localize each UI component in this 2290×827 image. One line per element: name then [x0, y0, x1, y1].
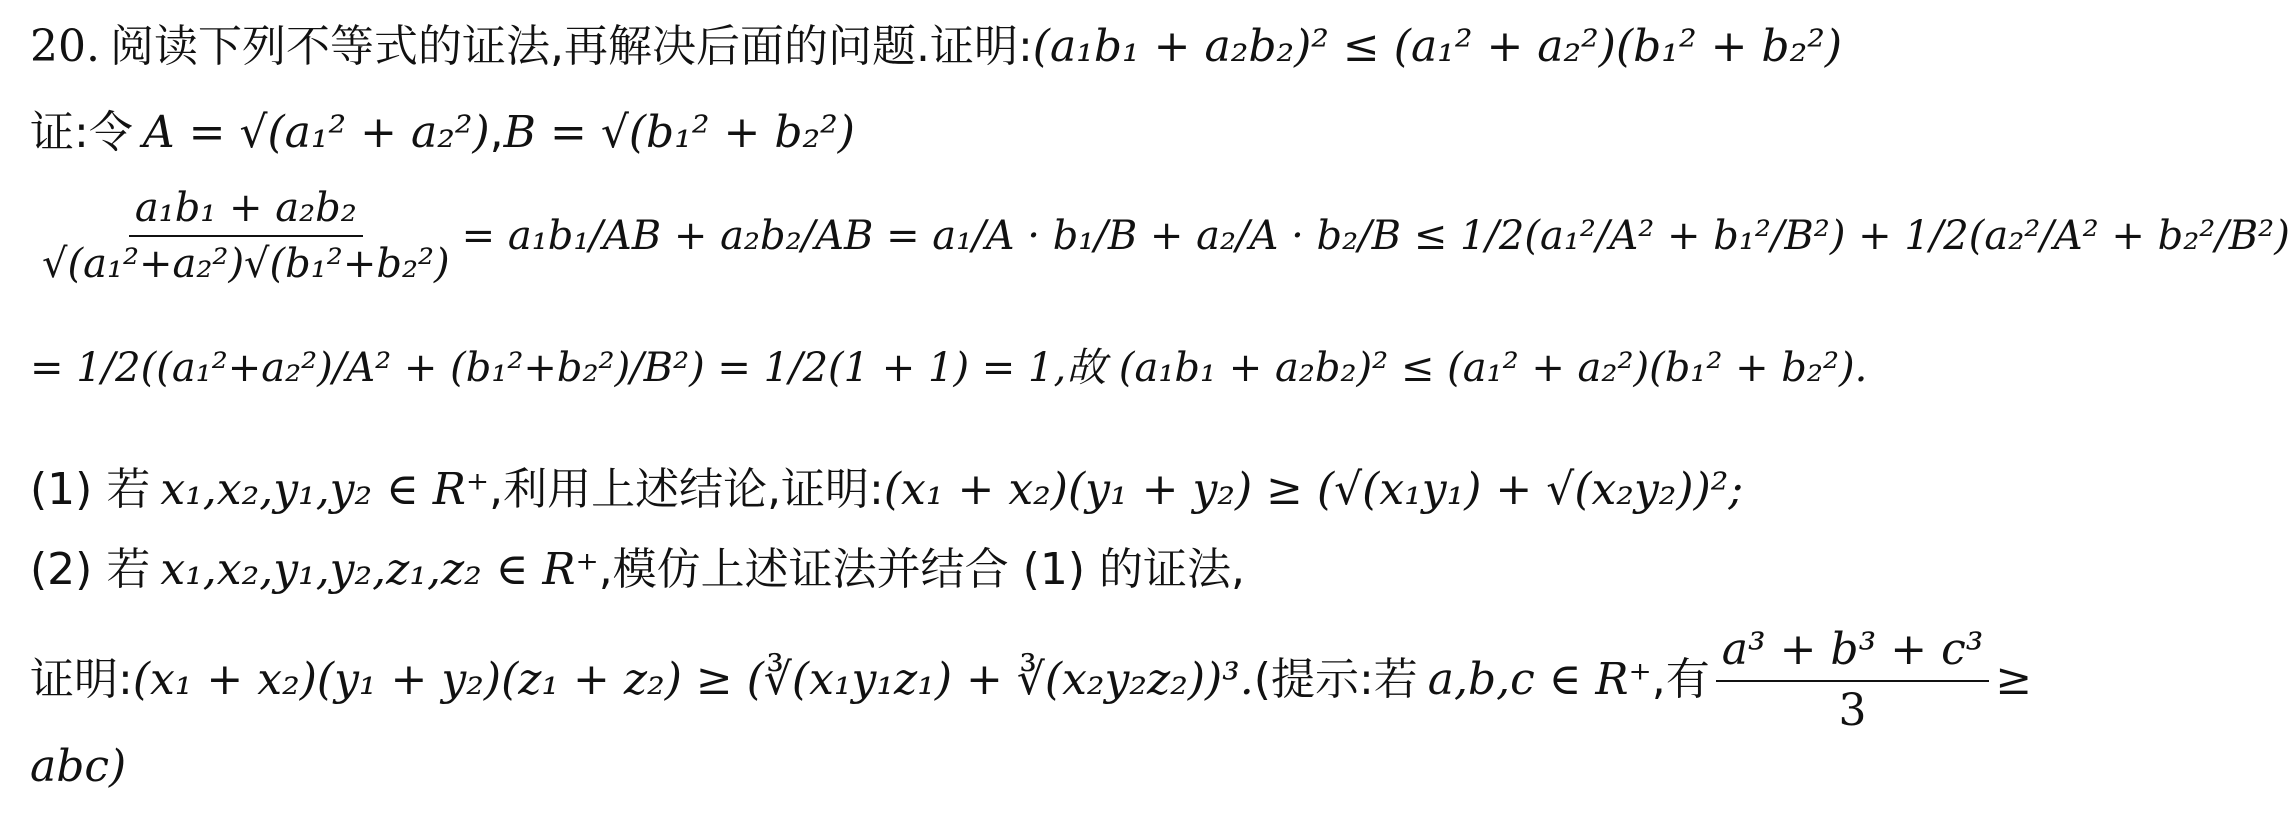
part1-instruction: ,利用上述结论,证明:	[489, 464, 884, 515]
part2-variables: x₁,x₂,y₁,y₂,z₁,z₂ ∈ R⁺	[160, 544, 599, 595]
main-fraction-denominator: √(a₁²+a₂²)√(b₁²+b₂²)	[42, 241, 450, 287]
proof-definition-line: 证:令 A = √(a₁² + a₂²) , B = √(b₁² + b₂²)	[30, 107, 855, 158]
main-fraction	[36, 185, 456, 287]
part2-proof-label: 证明:	[30, 654, 133, 706]
proof-label: 证:令	[30, 107, 133, 158]
proof-conclusion: = 1/2((a₁²+a₂²)/A² + (b₁²+b₂²)/B²) = 1/2(1 + 1) = 1,故 (a₁b₁ + a₂b₂)² ≤ (a₁² + a₂²)(b₁² + b₂²).	[30, 345, 1868, 391]
part1-inequality: (x₁ + x₂)(y₁ + y₂) ≥ (√(x₁y₁) + √(x₂y₂))²;	[883, 464, 1744, 515]
hint-end: abc)	[30, 741, 127, 792]
define-B: B = √(b₁² + b₂²)	[503, 107, 855, 158]
part1-line	[30, 465, 1743, 516]
proof-conclusion-line	[30, 345, 1867, 391]
proof-derivation-line	[30, 185, 2290, 287]
hint-prefix: (提示:若	[1253, 654, 1418, 706]
part2-inequality: (x₁ + x₂)(y₁ + y₂)(z₁ + z₂) ≥ (∛(x₁y₁z₁) + ∛(x₂y₂z₂))³.	[132, 654, 1254, 706]
hint-fraction-numerator: a³ + b³ + c³	[1716, 625, 1990, 682]
part2-prefix: (2) 若	[30, 544, 151, 595]
problem-intro: 阅读下列不等式的证法,再解决后面的问题.证明:	[109, 21, 1033, 72]
part1-variables: x₁,x₂,y₁,y₂ ∈ R⁺	[160, 464, 490, 515]
hint-mid: ,有	[1651, 654, 1710, 706]
problem-number: 20.	[30, 21, 100, 72]
hint-variables: a,b,c ∈ R⁺	[1427, 654, 1652, 706]
part2-instruction: ,模仿上述证法并结合 (1) 的证法,	[598, 544, 1245, 595]
part2-line	[30, 545, 1245, 596]
define-A: A = √(a₁² + a₂²)	[142, 107, 490, 158]
hint-end-line	[30, 742, 126, 793]
statement-inequality: (a₁b₁ + a₂b₂)² ≤ (a₁² + a₂²)(b₁² + b₂²)	[1032, 21, 1843, 72]
derivation-chain: = a₁b₁/AB + a₂b₂/AB = a₁/A · b₁/B + a₂/A · b₂/B ≤ 1/2(a₁²/A² + b₁²/B²) + 1/2(a₂²/A² + b₂²/B²)	[461, 213, 2290, 259]
main-fraction-numerator: a₁b₁ + a₂b₂	[129, 185, 363, 237]
hint-fraction-denominator: 3	[1838, 684, 1867, 736]
part1-prefix: (1) 若	[30, 464, 151, 515]
problem-statement-line	[30, 22, 1842, 73]
hint-fraction	[1716, 625, 1990, 736]
part2-proof-line	[30, 625, 2032, 736]
hint-ge-symbol: ≥	[1995, 654, 2033, 706]
